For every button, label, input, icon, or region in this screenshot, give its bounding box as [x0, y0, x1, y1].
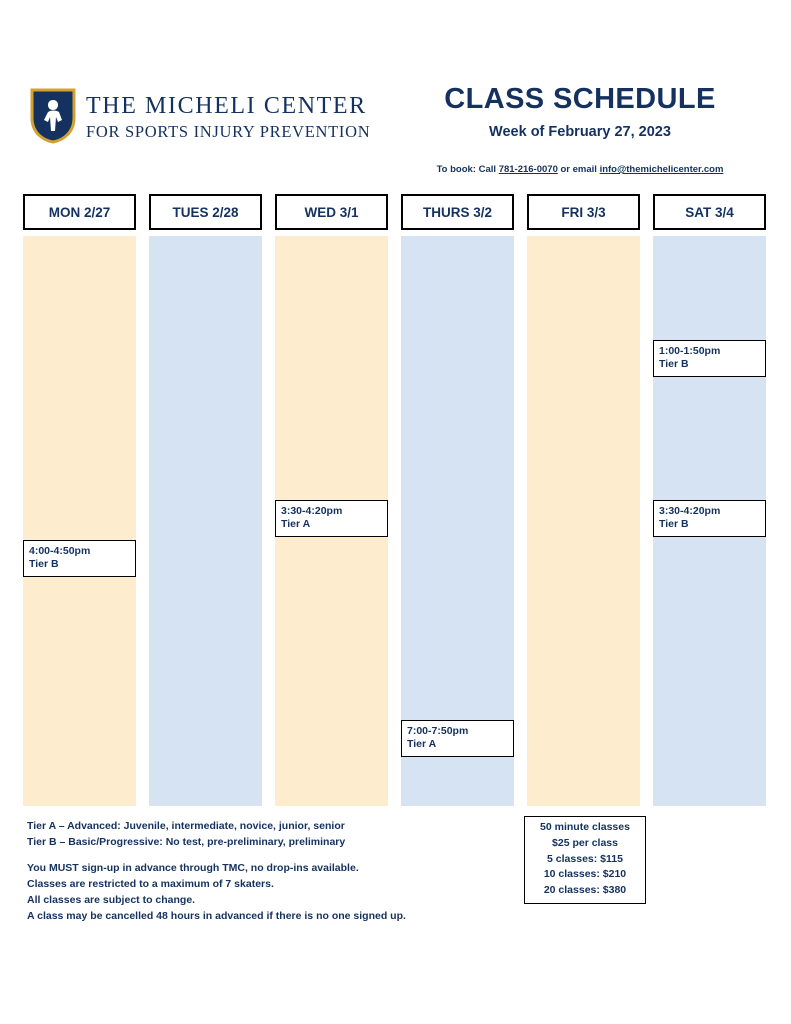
column-body-tues [149, 236, 262, 806]
title-block [400, 84, 760, 140]
page-header [0, 84, 791, 189]
brand-tagline: FOR SPORTS INJURY PREVENTION [86, 122, 371, 142]
pricing-20-classes: 20 classes: $380 [543, 884, 627, 896]
page-title: CLASS SCHEDULE [444, 83, 716, 115]
brand-name: THE MICHELI CENTER [86, 93, 367, 119]
class-tier: Tier A [407, 738, 437, 751]
booking-middle: or email [557, 164, 600, 175]
note-spacer [27, 851, 497, 860]
class-block[interactable] [653, 340, 766, 377]
class-block[interactable] [653, 500, 766, 537]
column-header-sat: SAT 3/4 [653, 194, 766, 230]
pricing-per-class: $25 per class [552, 836, 618, 849]
schedule-column-fri [527, 194, 640, 806]
class-tier: Tier B [659, 518, 689, 531]
note-cancellation: A class may be cancelled 48 hours in advanced if there is no one signed up. [27, 910, 406, 923]
pricing-box [524, 816, 646, 904]
column-body-mon [23, 236, 136, 806]
pricing-5-classes: 5 classes: $115 [547, 852, 623, 865]
pricing-10-classes: 10 classes: $210 [543, 868, 627, 881]
class-block[interactable] [275, 500, 388, 537]
column-body-fri [527, 236, 640, 806]
class-tier: Tier B [29, 558, 59, 571]
note-signup: You MUST sign-up in advance through TMC, no drop-ins available. [27, 861, 359, 874]
booking-info [400, 164, 760, 175]
schedule-column-thurs [401, 194, 514, 806]
email-link[interactable]: info@themichelicenter.com [599, 164, 724, 175]
schedule-column-tues [149, 194, 262, 806]
column-header-tues: TUES 2/28 [149, 194, 262, 230]
class-time: 7:00-7:50pm [407, 725, 469, 737]
week-subtitle: Week of February 27, 2023 [489, 123, 671, 140]
schedule-column-mon [23, 194, 136, 806]
phone-link[interactable]: 781-216-0070 [498, 164, 558, 175]
column-header-fri: FRI 3/3 [527, 194, 640, 230]
brand-wordmark [86, 88, 370, 142]
column-header-thurs: THURS 3/2 [401, 194, 514, 230]
note-tier-b: Tier B – Basic/Progressive: No test, pre-preliminary, preliminary [27, 836, 346, 849]
class-time: 1:00-1:50pm [659, 345, 721, 357]
note-tier-a: Tier A – Advanced: Juvenile, intermediate, novice, junior, senior [27, 820, 345, 832]
class-time: 4:00-4:50pm [29, 545, 91, 557]
class-block[interactable] [23, 540, 136, 577]
class-time: 3:30-4:20pm [281, 505, 343, 517]
note-subject-to-change: All classes are subject to change. [27, 894, 196, 907]
booking-prefix: To book: Call [436, 164, 499, 175]
footer-notes [27, 818, 497, 925]
class-tier: Tier B [659, 358, 689, 371]
schedule-grid [23, 194, 768, 806]
note-max-skaters: Classes are restricted to a maximum of 7 skaters. [27, 877, 274, 890]
brand-logo [30, 88, 370, 144]
column-header-mon: MON 2/27 [23, 194, 136, 230]
schedule-column-sat [653, 194, 766, 806]
column-header-wed: WED 3/1 [275, 194, 388, 230]
schedule-column-wed [275, 194, 388, 806]
pricing-duration: 50 minute classes [540, 821, 630, 833]
class-block[interactable] [401, 720, 514, 757]
class-tier: Tier A [281, 518, 311, 531]
shield-icon [30, 88, 76, 144]
class-time: 3:30-4:20pm [659, 505, 721, 517]
